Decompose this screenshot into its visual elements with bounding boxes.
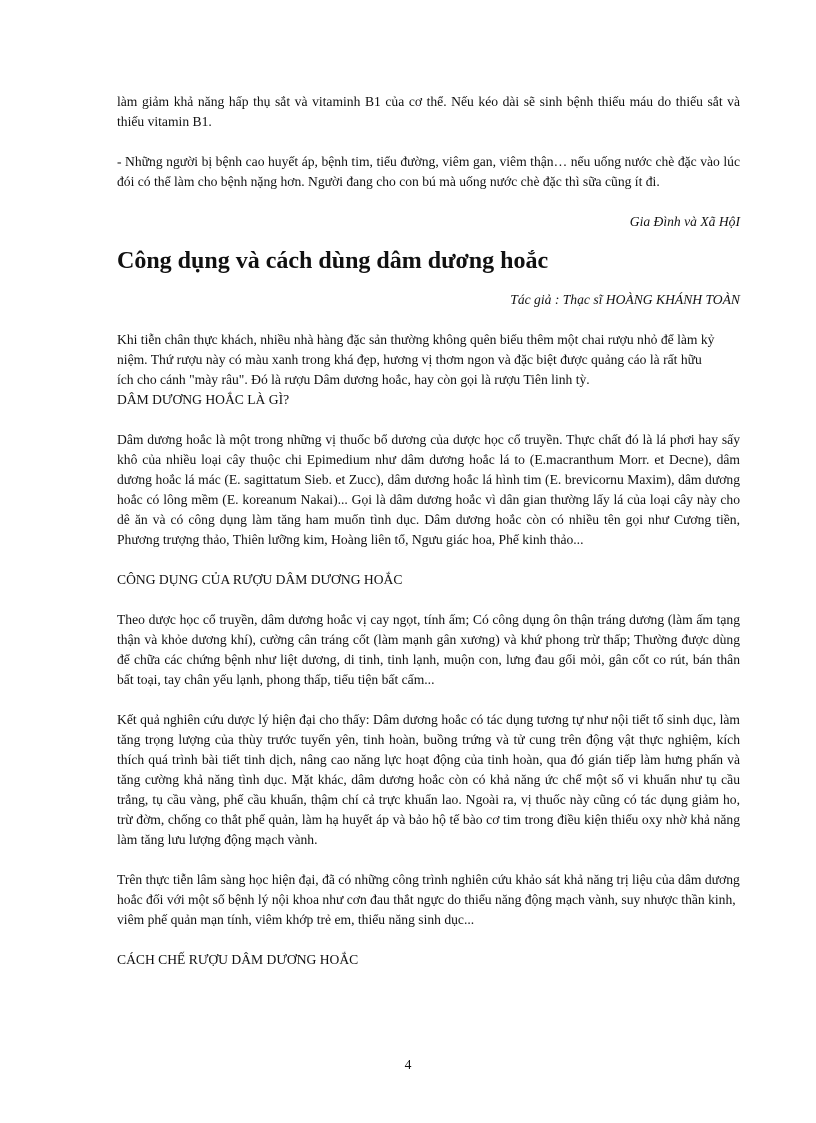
intro-paragraph-1: làm giảm khả năng hấp thụ sắt và vitaminh B1 của cơ thể. Nếu kéo dài sẽ sinh bệnh thiếu máu do thiếu sắt và thiếu vitamin B1. xyxy=(117,94,740,129)
document-page xyxy=(117,92,740,970)
paragraph-use-2: Kết quả nghiên cứu dược lý hiện đại cho thấy: Dâm dương hoắc có tác dụng tương tự như nội tiết tố sinh dục, làm tăng trọng lượng của thùy trước tuyến yên, tinh hoàn, buồng trứng và tử cung trên động vật thực nghiệm, kích thích quá trình bài tiết tinh dịch, nâng cao năng lực hoạt động của tinh hoàn, qua đó gián tiếp làm hưng phấn và tăng cường khả năng tình dục. Mặt khác, dâm dương hoắc còn có khả năng ức chế một số vi khuẩn như tụ cầu trắng, tụ cầu vàng, phế cầu khuẩn, thậm chí cả trực khuẩn lao. Ngoài ra, vị thuốc này cũng có tác dụng giảm ho, trừ đờm, chống co thắt phế quản, làm hạ huyết áp và bảo hộ tế bào cơ tim trong điều kiện thiếu oxy nhờ khả năng làm tăng lưu lượng động mạch vành. xyxy=(117,712,740,847)
section-heading-recipe: CÁCH CHẾ RƯỢU DÂM DƯƠNG HOẮC xyxy=(117,952,359,967)
article-author: Tác giả : Thạc sĩ HOÀNG KHÁNH TOÀN xyxy=(510,292,740,307)
intro-paragraph-2: - Những người bị bệnh cao huyết áp, bệnh tim, tiểu đường, viêm gan, viêm thận… nếu uống nước chè đặc vào lúc đói có thể làm cho bệnh nặng hơn. Người đang cho con bú mà uống nước chè đặc thì sữa cũng ít đi. xyxy=(117,154,740,189)
section-heading-use: CÔNG DỤNG CỦA RƯỢU DÂM DƯƠNG HOẮC xyxy=(117,572,403,587)
paragraph-use-1: Theo dược học cổ truyền, dâm dương hoắc vị cay ngọt, tính ấm; Có công dụng ôn thận tráng dương (làm ấm tạng thận và khỏe dương khí), cường cân tráng cốt (làm mạnh gân xương) và khứ phong trừ thấp; Thường được dùng để chữa các chứng bệnh như liệt dương, di tinh, tinh lạnh, muộn con, lưng đau gối mỏi, gân cốt co rút, bán thân bất toại, tay chân yếu lạnh, phong thấp, tiểu tiện bất cấm... xyxy=(117,612,740,687)
page-number: 4 xyxy=(404,1057,412,1072)
paragraph-use-3: Trên thực tiễn lâm sàng học hiện đại, đã có những công trình nghiên cứu khảo sát khả năng trị liệu của dâm dương hoắc đối với một số bệnh lý nội khoa như cơn đau thắt ngực do thiểu năng động mạch vành, suy nhược thần kinh, viêm phế quản mạn tính, viêm khớp trẻ em, thiểu năng sinh dục... xyxy=(117,872,740,927)
source-credit: Gia Đình và Xã HộI xyxy=(629,214,740,229)
lead-paragraph: Khi tiễn chân thực khách, nhiều nhà hàng đặc sản thường không quên biếu thêm một chai rượu nhỏ để làm kỷ niệm. Thứ rượu này có màu xanh trong khá đẹp, hương vị thơm ngon và đặc biệt được quảng cáo là rất hữu ích cho cánh "mày râu". Đó là rượu Dâm dương hoắc, hay còn gọi là rượu Tiên linh tỳ. xyxy=(117,332,715,387)
section-heading-what: DÂM DƯƠNG HOẮC LÀ GÌ? xyxy=(117,392,290,407)
article-title: Công dụng và cách dùng dâm dương hoắc xyxy=(117,248,549,274)
paragraph-what: Dâm dương hoắc là một trong những vị thuốc bổ dương của dược học cổ truyền. Thực chất đó là lá phơi hay sấy khô của nhiều loại cây thuộc chi Epimedium như dâm dương hoắc lá to (E.macranthum Morr. et Decne), dâm dương hoắc lá mác (E. sagittatum Sieb. et Zucc), dâm dương hoắc lá hình tim (E. brevicornu Maxim), dâm dương hoắc có lông mềm (E. koreanum Nakai)... Gọi là dâm dương hoắc vì dân gian thường lấy lá của loại cây này cho dê ăn và có công dụng làm tăng ham muốn tình dục. Dâm dương hoắc còn có nhiều tên gọi như Cương tiền, Phương trượng thảo, Thiên lưỡng kim, Hoàng liên tổ, Ngưu giác hoa, Phế kinh thảo... xyxy=(117,432,740,547)
